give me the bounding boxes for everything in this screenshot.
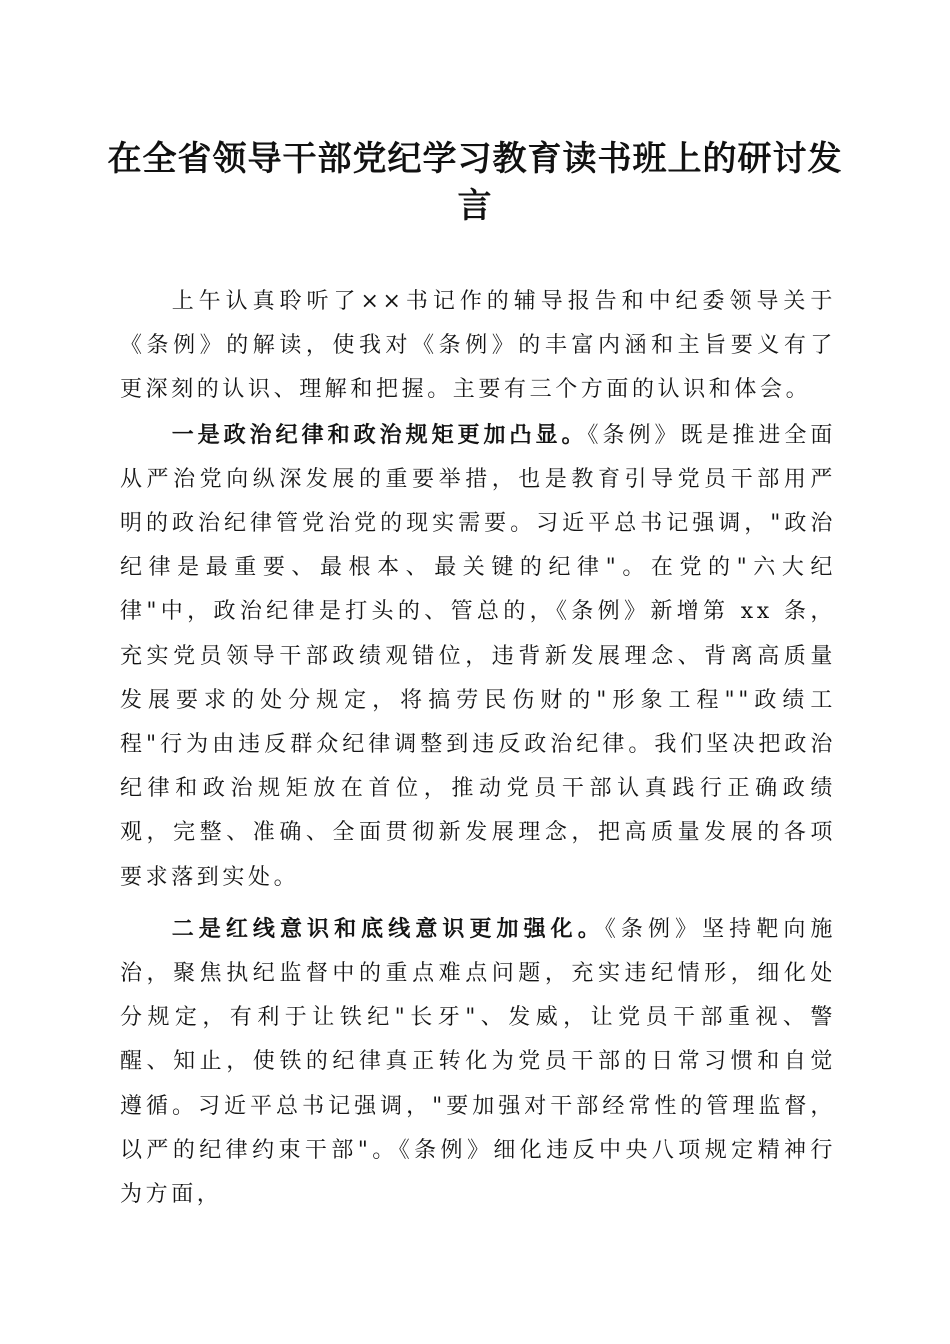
paragraph-intro [120,280,836,413]
paragraph-point-two-lead: 二是红线意识和底线意识更加强化。 [171,915,605,942]
paragraph-point-one [120,413,836,900]
paragraph-point-one-lead: 一是政治纪律和政治规矩更加凸显。 [171,421,588,448]
paragraph-point-one-text: 《条例》既是推进全面从严治党向纵深发展的重要举措，也是教育引导党员干部用严明的政治纪律管党治党的现实需要。习近平总书记强调，"政治纪律是最重要、最根本、最关键的纪律"。在党的"六大纪律"中，政治纪律是打头的、管总的，《条例》新增第 xx 条，充实党员领导干部政绩观错位，违背新发展理念、背离高质量发展要求的处分规定，将搞劳民伤财的"形象工程""政绩工程"行为由违反群众纪律调整到违反政治纪律。我们坚决把政治纪律和政治规矩放在首位，推动党员干部认真践行正确政绩观，完整、准确、全面贯彻新发展理念，把高质量发展的各项要求落到实处。 [120,422,836,890]
document-title: 在全省领导干部党纪学习教育读书班上的研讨发言 [107,139,843,226]
paragraph-intro-text: 上午认真聆听了××书记作的辅导报告和中纪委领导关于《条例》的解读，使我对《条例》的丰富内涵和主旨要义有了更深刻的认识、理解和把握。主要有三个方面的认识和体会。 [120,289,836,403]
paragraph-point-two [120,907,836,1217]
document-body [120,280,836,1224]
paragraph-point-two-text: 《条例》坚持靶向施治，聚焦执纪监督中的重点难点问题，充实违纪情形，细化处分规定，有利于让铁纪"长牙"、发威，让党员干部重视、警醒、知止，使铁的纪律真正转化为党员干部的日常习惯和自觉遵循。习近平总书记强调，"要加强对干部经常性的管理监督，以严的纪律约束干部"。《条例》细化违反中央八项规定精神行为方面， [120,916,836,1208]
